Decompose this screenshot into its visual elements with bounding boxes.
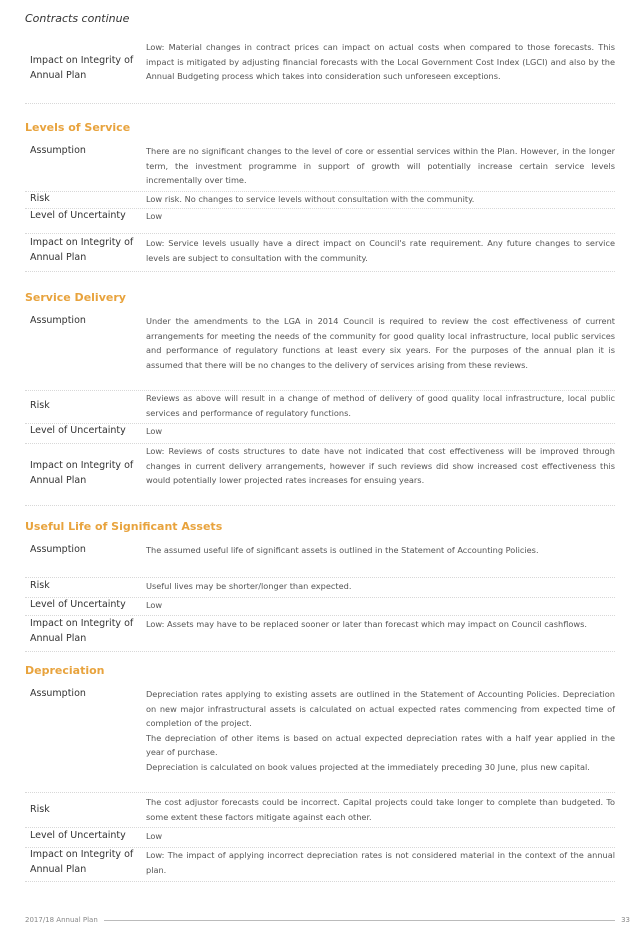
ul-impact-row	[25, 617, 615, 652]
section-title-useful-life: Useful Life of Significant Assets	[25, 520, 223, 533]
ul-uncertainty-row	[25, 598, 615, 616]
row-label: Level of Uncertainty	[30, 425, 126, 436]
row-text: Low	[146, 211, 163, 221]
row-label: Level of Uncertainty	[30, 210, 126, 221]
los-uncertainty-row	[25, 209, 615, 234]
row-text: The assumed useful life of significant assets is outlined in the Statement of Accounting Policies.	[146, 545, 539, 555]
row-label: Assumption	[30, 145, 86, 156]
row-text: Reviews as above will result in a change of method of delivery of good quality local infrastructure, local public services and performance of regulatory functions.	[146, 393, 615, 418]
row-text: Low	[146, 426, 163, 436]
dep-impact-row	[25, 848, 615, 882]
row-label: Risk	[30, 804, 50, 815]
row-text: There are no significant changes to the level of core or essential services within the Plan. However, in the longer term, the investment programme in support of growth will potentially increase certain service levels incrementally over time.	[146, 146, 615, 185]
contracts-impact-row	[25, 40, 615, 104]
footer-doc-title: 2017/18 Annual Plan	[25, 916, 98, 924]
row-label: Risk	[30, 193, 50, 204]
dep-risk-row	[25, 795, 615, 828]
section-title-levels-of-service: Levels of Service	[25, 121, 131, 134]
ul-assumption-row	[25, 543, 615, 578]
dep-assumption-row	[25, 687, 615, 793]
row-label: Level of Uncertainty	[30, 830, 126, 841]
row-label: Impact on Integrity of Annual Plan	[30, 55, 134, 81]
row-text: Depreciation rates applying to existing assets are outlined in the Statement of Accounting Policies. Depreciation on new major infrastructural assets is calculated on actual expected rates commencing from expected time of completion of the project. The depreciation of other items is based on actual expected depreciation rates with a half year applied in the year of purchase. Depreciation is calculated on book values projected at the immediately preceding 30 June, plus new capital.	[146, 689, 615, 772]
row-label: Assumption	[30, 544, 86, 555]
continue-heading: Contracts continue	[25, 12, 130, 25]
footer-divider	[104, 920, 615, 921]
los-assumption-row	[25, 144, 615, 192]
row-text: Low: Assets may have to be replaced sooner or later than forecast which may impact on Council cashflows.	[146, 619, 587, 629]
page-footer	[25, 916, 630, 924]
row-label: Impact on Integrity of Annual Plan	[30, 237, 134, 263]
row-label: Assumption	[30, 688, 86, 699]
row-label: Risk	[30, 580, 50, 591]
row-text: Low: Service levels usually have a direct impact on Council's rate requirement. Any future changes to service levels are subject to consultation with the community.	[146, 238, 615, 263]
row-label: Impact on Integrity of Annual Plan	[30, 460, 134, 486]
row-text: Low	[146, 831, 163, 841]
sd-impact-row	[25, 444, 615, 506]
row-text: The cost adjustor forecasts could be incorrect. Capital projects could take longer to complete than budgeted. To some extent these factors mitigate against each other.	[146, 797, 615, 822]
row-text: Low	[146, 600, 163, 610]
row-text: Low: Reviews of costs structures to date have not indicated that cost effectiveness will be improved through changes in current delivery arrangements, however if such reviews did show increased cost effectiveness this would potentially lower projected rates increases for ensuing years.	[146, 446, 615, 485]
sd-risk-row	[25, 391, 615, 424]
row-text: Low: Material changes in contract prices can impact on actual costs when compared to those forecasts. This impact is mitigated by adjusting financial forecasts with the Local Government Cost Index (LGCI) and also by the Annual Budgeting process which takes into consideration such unforeseen exceptions.	[146, 42, 615, 81]
los-risk-row	[25, 192, 615, 209]
page-number: 33	[621, 916, 630, 924]
los-impact-row	[25, 236, 615, 272]
row-text: Under the amendments to the LGA in 2014 Council is required to review the cost effectiveness of current arrangements for meeting the needs of the community for good quality local infrastructure, local public services and performance of regulatory functions at least every six years. For the purposes of the annual plan it is assumed that there will be no changes to the delivery of services arising from these reviews.	[146, 316, 615, 370]
row-label: Impact on Integrity of Annual Plan	[30, 849, 134, 875]
section-title-depreciation: Depreciation	[25, 664, 105, 677]
sd-uncertainty-row	[25, 424, 615, 444]
row-label: Impact on Integrity of Annual Plan	[30, 618, 134, 644]
row-text: Low: The impact of applying incorrect depreciation rates is not considered material in the context of the annual plan.	[146, 850, 615, 875]
sd-assumption-row	[25, 314, 615, 391]
dep-uncertainty-row	[25, 829, 615, 848]
ul-risk-row	[25, 579, 615, 598]
row-label: Level of Uncertainty	[30, 599, 126, 610]
section-title-service-delivery: Service Delivery	[25, 291, 126, 304]
row-label: Assumption	[30, 315, 86, 326]
row-label: Risk	[30, 400, 50, 411]
row-text: Useful lives may be shorter/longer than expected.	[146, 581, 352, 591]
row-text: Low risk. No changes to service levels without consultation with the community.	[146, 194, 475, 204]
